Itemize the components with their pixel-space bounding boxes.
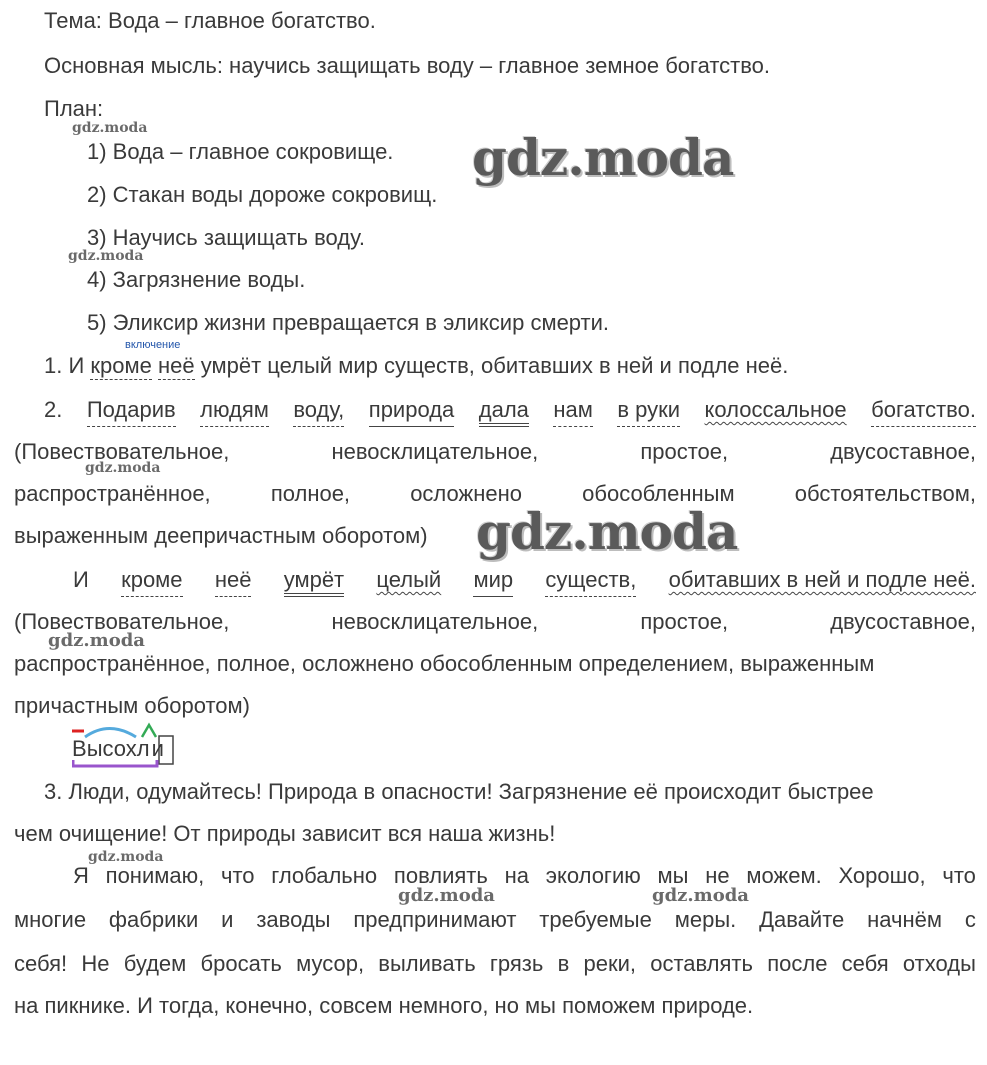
plan-item: 5) Эликсир жизни превращается в эликсир смерти. xyxy=(87,310,610,335)
watermark-small: gdz.moda xyxy=(48,630,145,651)
watermark-small: gdz.moda xyxy=(68,248,144,264)
sentence-1: 1. И кроме неё умрёт целый мир существ, обитавших в ней и подле неё. xyxy=(44,353,789,378)
sentence-2-line-1: 2. Подарив людям воду, природа дала нам в руки колоссальное богатство. xyxy=(44,397,976,427)
watermark-large: gdz.moda xyxy=(472,128,734,187)
main-idea: Основная мысль: научись защищать воду – главное земное богатство. xyxy=(44,53,771,78)
task3-line-4: многие фабрики и заводы предпринимают требуемые меры. Давайте начнём с xyxy=(14,907,976,932)
task3-line-3: Я понимаю, что глобально повлиять на экологию мы не можем. Хорошо, что xyxy=(73,863,976,888)
task3-line-2: чем очищение! От природы зависит вся наша жизнь! xyxy=(14,821,556,846)
sentence-2-line-3: распространённое, полное, осложнено обособленным обстоятельством, xyxy=(14,481,976,506)
sentence-3-line-1: И кроме неё умрёт целый мир существ, обитавших в ней и подле неё. xyxy=(73,567,976,597)
task3-line-5: себя! Не будем бросать мусор, выливать грязь в реки, оставлять после себя отходы xyxy=(14,951,976,976)
morpheme-analysis xyxy=(72,722,192,772)
sentence-3-line-3: распространённое, полное, осложнено обособленным определением, выраженным xyxy=(14,651,875,676)
watermark-small: gdz.moda xyxy=(398,885,495,906)
sentence-3-line-4: причастным оборотом) xyxy=(14,693,250,718)
plan-item: 4) Загрязнение воды. xyxy=(87,267,306,292)
task3-line-6: на пикнике. И тогда, конечно, совсем немного, но мы поможем природе. xyxy=(14,993,754,1018)
sentence-2-line-2: (Повествовательное, невосклицательное, простое, двусоставное, xyxy=(14,439,976,464)
watermark-small: gdz.moda xyxy=(72,120,148,136)
watermark-small: gdz.moda xyxy=(88,849,164,865)
sentence-2-line-4: выраженным деепричастным оборотом) xyxy=(14,523,428,548)
watermark-small: gdz.moda xyxy=(85,460,161,476)
plan-item: 2) Стакан воды дороже сокровищ. xyxy=(87,182,438,207)
task3-line-1: 3. Люди, одумайтесь! Природа в опасности! Загрязнение её происходит быстрее xyxy=(44,779,874,804)
topic: Тема: Вода – главное богатство. xyxy=(44,8,376,33)
watermark-small: gdz.moda xyxy=(652,885,749,906)
plan-item: 3) Научись защищать воду. xyxy=(87,225,366,250)
sentence-3-line-2: (Повествовательное, невосклицательное, простое, двусоставное, xyxy=(14,609,976,634)
annotation-inclusion: включение xyxy=(125,339,181,351)
plan-item: 1) Вода – главное сокровище. xyxy=(87,139,394,164)
plan-label: План: xyxy=(44,96,104,121)
morpheme-word: Высохли xyxy=(72,736,164,761)
watermark-large: gdz.moda xyxy=(476,502,738,561)
